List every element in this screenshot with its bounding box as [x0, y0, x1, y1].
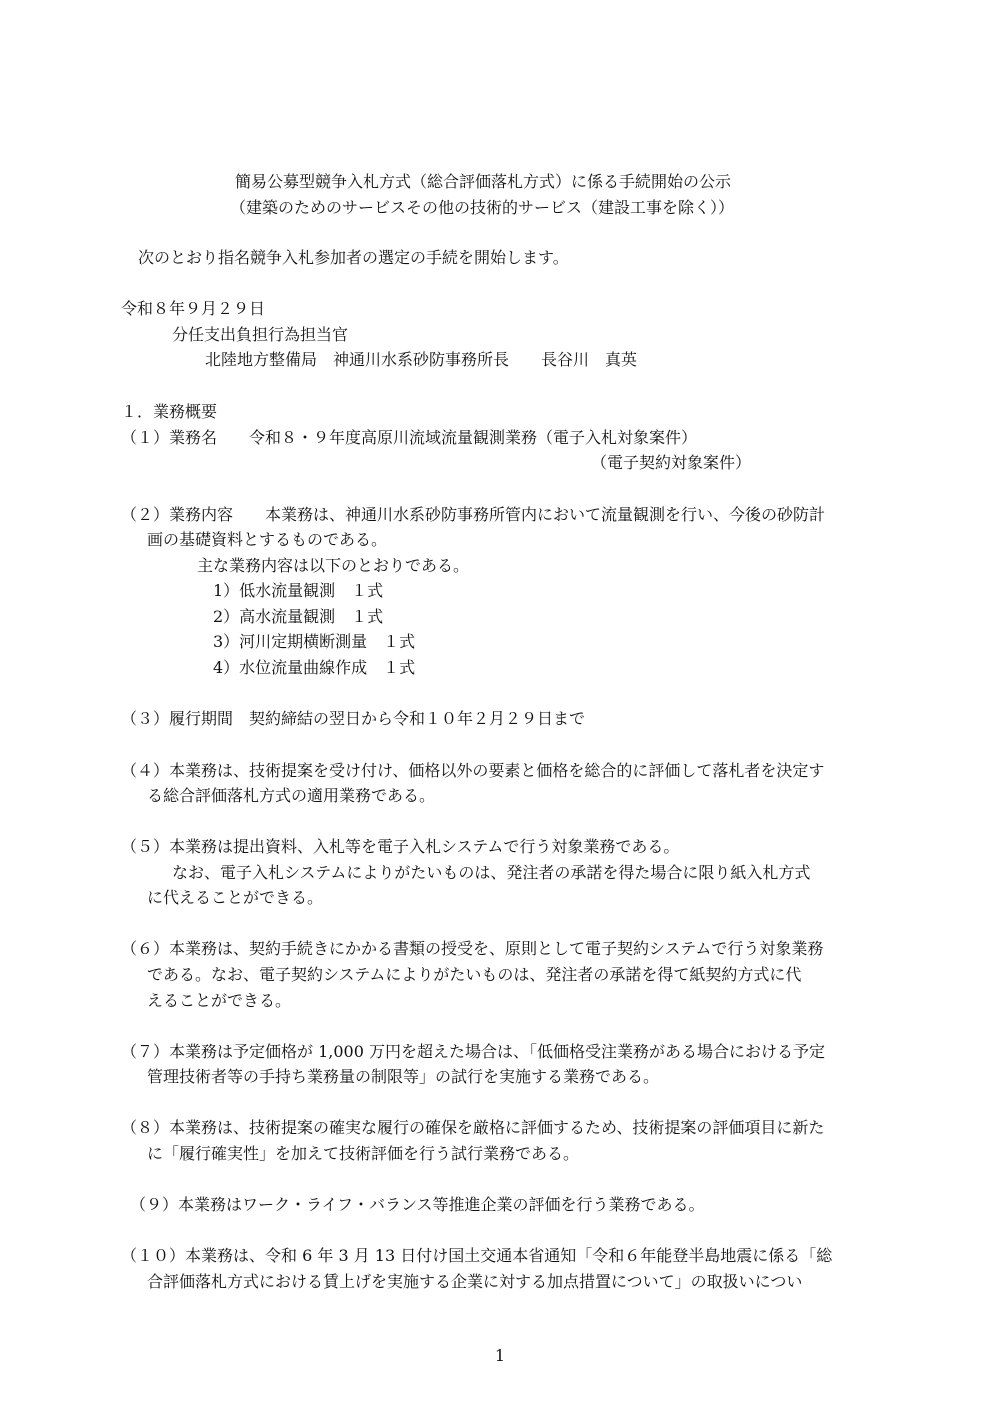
page-number: 1	[494, 1346, 506, 1365]
issuer-role: 分任支出負担行為担当官	[172, 325, 349, 344]
item-2-line-2: 画の基礎資料とするものである。	[147, 530, 388, 549]
item-5-line-3: に代えることができる。	[147, 888, 324, 907]
item-6-line-3: えることができる。	[147, 991, 292, 1010]
notice-date: 令和８年９月２９日	[121, 299, 266, 318]
title-line-2: （建築のためのサービスその他の技術的サービス（建設工事を除く））	[230, 198, 735, 217]
task-item: 3）河川定期横断測量 １式	[213, 632, 416, 651]
intro-text: 次のとおり指名競争入札参加者の選定の手続を開始します。	[138, 248, 569, 267]
item-8-line-2: に「履行確実性」を加えて技術評価を行う試行業務である。	[147, 1144, 580, 1163]
item-9-text: （９）本業務はワーク・ライフ・バランス等推進企業の評価を行う業務である。	[130, 1195, 705, 1214]
item-2-line-1: （２）業務内容 本業務は、神通川水系砂防事務所管内において流量観測を行い、今後の砂防計	[121, 505, 826, 524]
item-5-line-1: （５）本業務は提出資料、入札等を電子入札システムで行う対象業務である。	[121, 837, 680, 856]
title-line-1: 簡易公募型競争入札方式（総合評価落札方式）に係る手続開始の公示	[235, 172, 732, 191]
issuer-office: 北陸地方整備局 神通川水系砂防事務所長 長谷川 真英	[205, 350, 638, 369]
item-10-line-2: 合評価落札方式における賃上げを実施する企業に対する加点措置について」の取扱いについ	[147, 1272, 803, 1291]
item-1-line-2: （電子契約対象案件）	[591, 453, 752, 472]
task-item: 1）低水流量観測 １式	[213, 581, 384, 600]
item-10-line-1: （１０）本業務は、令和 6 年 3 月 13 日付け国土交通本省通知「令和６年能登半島地震に係る「総	[121, 1246, 833, 1265]
item-5-line-2: なお、電子入札システムによりがたいものは、発注者の承諾を得た場合に限り紙入札方式	[172, 863, 811, 882]
item-8-line-1: （８）本業務は、技術提案の確実な履行の確保を厳格に評価するため、技術提案の評価項目に新た	[121, 1118, 825, 1137]
section-1-heading: １．業務概要	[121, 402, 218, 421]
item-4-line-2: る総合評価落札方式の適用業務である。	[147, 786, 436, 805]
item-6-line-2: である。なお、電子契約システムによりがたいものは、発注者の承諾を得て紙契約方式に代	[147, 965, 802, 984]
item-3-text: （３）履行期間 契約締結の翌日から令和１０年２月２９日まで	[121, 709, 586, 728]
item-7-line-1: （７）本業務は予定価格が 1,000 万円を超えた場合は、「低価格受注業務がある場合における予定	[121, 1042, 825, 1061]
item-7-line-2: 管理技術者等の手持ち業務量の制限等」の試行を実施する業務である。	[147, 1067, 660, 1086]
item-6-line-1: （６）本業務は、契約手続きにかかる書類の授受を、原則として電子契約システムで行う対象業務	[121, 939, 824, 958]
task-item: 4）水位流量曲線作成 １式	[213, 658, 416, 677]
item-2-line-3: 主な業務内容は以下のとおりである。	[197, 556, 470, 575]
item-1-line-1: （１）業務名 令和８・９年度高原川流域流量観測業務（電子入札対象案件）	[121, 428, 698, 447]
item-4-line-1: （４）本業務は、技術提案を受け付け、価格以外の要素と価格を総合的に評価して落札者を決定す	[121, 761, 825, 780]
task-item: 2）高水流量観測 １式	[213, 607, 384, 626]
